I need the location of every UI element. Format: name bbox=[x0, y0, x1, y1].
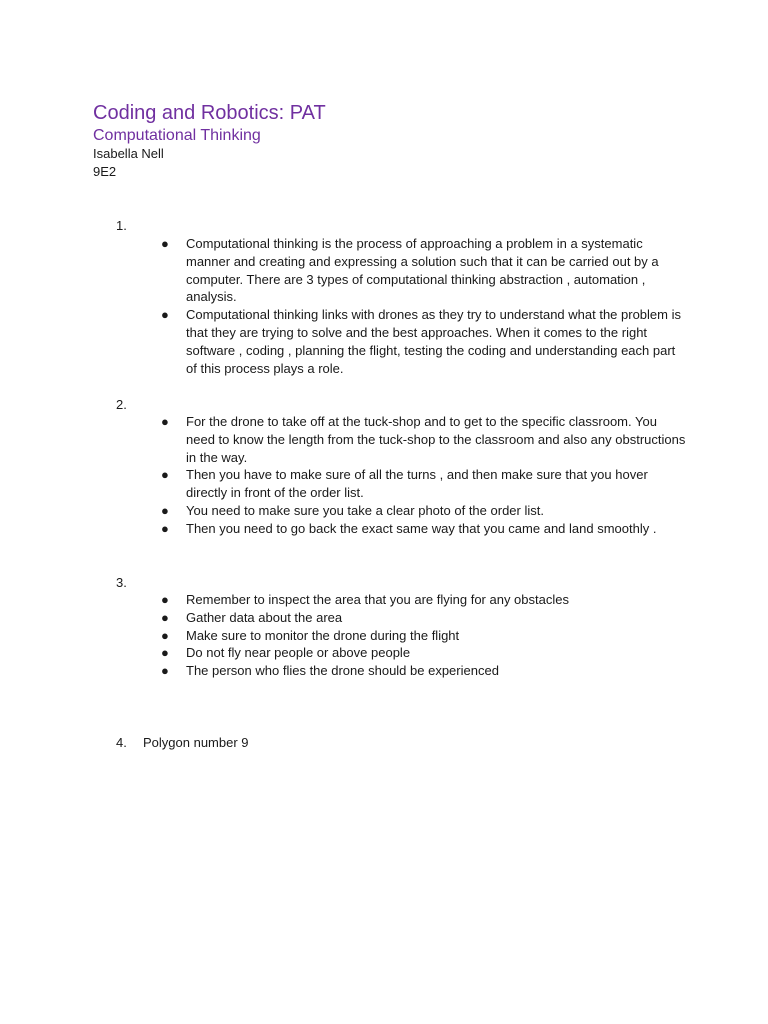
list-item-text: Gather data about the area bbox=[186, 609, 343, 625]
list-item bbox=[0, 306, 768, 377]
section-number-3: 3. bbox=[116, 575, 127, 590]
list-item-text: Make sure to monitor the drone during the flight bbox=[186, 627, 460, 643]
list-item-text: The person who flies the drone should be experienced bbox=[186, 663, 499, 679]
section-4-text: Polygon number 9 bbox=[143, 735, 249, 750]
section-number-4: 4. bbox=[116, 735, 127, 750]
list-item-text: You need to make sure you take a clear photo of the order list. bbox=[186, 502, 544, 518]
list-item bbox=[0, 591, 768, 609]
list-item bbox=[0, 609, 768, 627]
document-title: Coding and Robotics: PAT bbox=[93, 102, 326, 124]
list-item-text: Computational thinking is the process of approaching a problem in a systematic manner and creating and expressing a solution such that it can be carried out by a computer. There are 3 types of computational thinking abstraction , automation , analysis. bbox=[186, 236, 659, 305]
bullet-icon: ● bbox=[161, 645, 169, 661]
class-code: 9E2 bbox=[93, 164, 117, 179]
list-item bbox=[0, 413, 768, 466]
list-item-text: Computational thinking links with drones as they try to understand what the problem is that they are trying to solve and the best approaches. When it comes to the right software , coding , planning the flight, testing the coding and understanding each part of this process plays a role. bbox=[186, 307, 681, 376]
bullet-icon: ● bbox=[161, 502, 169, 518]
bullet-icon: ● bbox=[161, 467, 169, 483]
bullet-icon: ● bbox=[161, 520, 169, 536]
bullet-icon: ● bbox=[161, 663, 169, 679]
section-number-1: 1. bbox=[116, 218, 127, 233]
list-item bbox=[0, 520, 768, 538]
list-item bbox=[0, 502, 768, 520]
list-item bbox=[0, 627, 768, 645]
list-item bbox=[0, 644, 768, 662]
bullet-icon: ● bbox=[161, 592, 169, 607]
list-item-text: For the drone to take off at the tuck-shop and to get to the specific classroom. You need to know the length from the tuck-shop to the classroom and also any obstructions in the way. bbox=[186, 414, 686, 465]
bullet-icon: ● bbox=[161, 609, 169, 625]
list-item bbox=[0, 235, 768, 306]
list-item-text: Then you need to go back the exact same way that you came and land smoothly . bbox=[186, 520, 657, 536]
section-3-list bbox=[0, 591, 768, 680]
bullet-icon: ● bbox=[161, 627, 169, 643]
bullet-icon: ● bbox=[161, 414, 169, 429]
list-item-text: Do not fly near people or above people bbox=[186, 645, 411, 661]
list-item bbox=[0, 662, 768, 680]
list-item-text: Then you have to make sure of all the turns , and then make sure that you hover directly in front of the order list. bbox=[186, 467, 648, 501]
author-name: Isabella Nell bbox=[93, 146, 164, 161]
section-number-2: 2. bbox=[116, 397, 127, 412]
section-1-list bbox=[0, 235, 768, 377]
bullet-icon: ● bbox=[161, 307, 169, 323]
document-subtitle: Computational Thinking bbox=[93, 127, 261, 144]
section-2-list bbox=[0, 413, 768, 538]
list-item-text: Remember to inspect the area that you are flying for any obstacles bbox=[186, 592, 569, 607]
list-item bbox=[0, 466, 768, 502]
bullet-icon: ● bbox=[161, 236, 169, 251]
